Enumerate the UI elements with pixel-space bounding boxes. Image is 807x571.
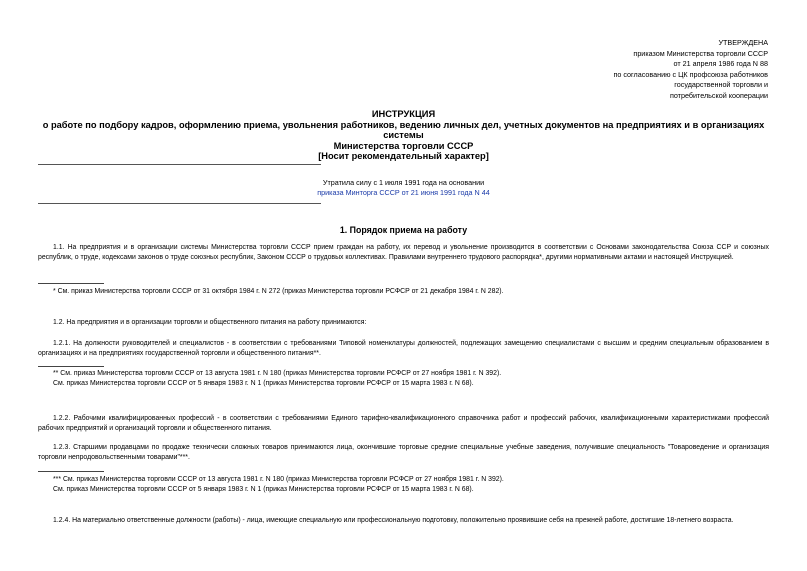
approval-line: потребительской кооперации [669,90,768,100]
approval-line: УТВЕРЖДЕНА [718,38,768,47]
section-heading: 1. Порядок приема на работу [339,225,468,235]
paragraph-1-2: 1.2. На предприятия и в организации торговли и общественного питания на работу принимаются: [53,319,367,326]
footnote: См. приказ Министерства торговли СССР от 5 января 1983 г. N 1 (приказ Министерства торговли РСФСР от 15 марта 1983 г. N 68). [53,380,474,387]
document-title [30,109,777,162]
divider [38,164,321,165]
status-text: Утратила силу с 1 июля 1991 года на основании [322,178,485,187]
approval-line: приказом Министерства торговли СССР [633,48,768,58]
paragraph-1-2-3: 1.2.3. Старшими продавцами по продаже технически сложных товаров принимаются лица, окончившие торговые средние специальные учебные заведения, получившие специальность "Товароведение и организация торговли непродовольственными товарами"***. [38,444,769,461]
footnote-rule [38,283,104,284]
paragraph-1-2-4: 1.2.4. На материально ответственные должности (работы) - лица, имеющие специальную или профессиональную подготовку, положительно проявившие себя на прежней работе, достигшие 18-летнего возраста. [53,517,734,524]
approval-block [613,38,768,101]
title-line: [Носит рекомендательный характер] [318,151,489,161]
divider [38,203,321,204]
footnote-rule [38,471,104,472]
footnote: ** См. приказ Министерства торговли СССР от 13 августа 1981 г. N 180 (приказ Министерства торговли РСФСР от 27 ноября 1981 г. N 392). [53,370,502,377]
paragraph-1-2-2: 1.2.2. Рабочими квалифицированных профессий - в соответствии с требованиями Единого тарифно-квалификационного справочника работ и профессий рабочих, квалификационными характеристиками профессий рабочих предприятий и организаций торговли и общественного питания. [38,415,769,432]
approval-line: государственной торговли и [674,80,768,89]
status-link[interactable]: приказа Минторга СССР от 21 июня 1991 года N 44 [317,188,490,197]
footnote-rule [38,366,104,367]
footnote: *** См. приказ Министерства торговли СССР от 13 августа 1981 г. N 180 (приказ Министерства торговли РСФСР от 27 ноября 1981 г. N 392). [53,476,504,483]
approval-line: по согласованию с ЦК профсоюза работников [613,69,768,79]
title-line: о работе по подбору кадров, оформлению приема, увольнения работников, ведению личных дел, учетных документов на предприятиях и в организациях системы [42,119,765,140]
paragraph-1-2-1: 1.2.1. На должности руководителей и специалистов - в соответствии с требованиями Типовой номенклатуры должностей, подлежащих замещению специалистами с высшим и средним специальным образованием в организациях и на предприятиях государственной торговли и общественного питания**. [38,340,769,357]
status-note [0,178,807,198]
footnote: * См. приказ Министерства торговли СССР от 31 октября 1984 г. N 272 (приказ Министерства торговли РСФСР от 21 декабря 1984 г. N 282). [53,288,504,295]
paragraph-1-1: 1.1. На предприятия и в организации системы Министерства торговли СССР прием граждан на работу, их перевод и увольнение производится в соответствии с Основами законодательства Союза ССР и союзных республик, о труде, кодексами законов о труде союзных республик, Законом СССР о трудовых коллективах. Правилами внутреннего трудового распорядка*, другими нормативными актами и настоящей Инструкцией. [38,244,769,261]
approval-line: от 21 апреля 1986 года N 88 [673,59,768,68]
footnote: См. приказ Министерства торговли СССР от 5 января 1983 г. N 1 (приказ Министерства торговли РСФСР от 15 марта 1983 г. N 68). [53,486,474,493]
title-line: Министерства торговли СССР [333,140,474,151]
title-line: ИНСТРУКЦИЯ [371,109,436,119]
